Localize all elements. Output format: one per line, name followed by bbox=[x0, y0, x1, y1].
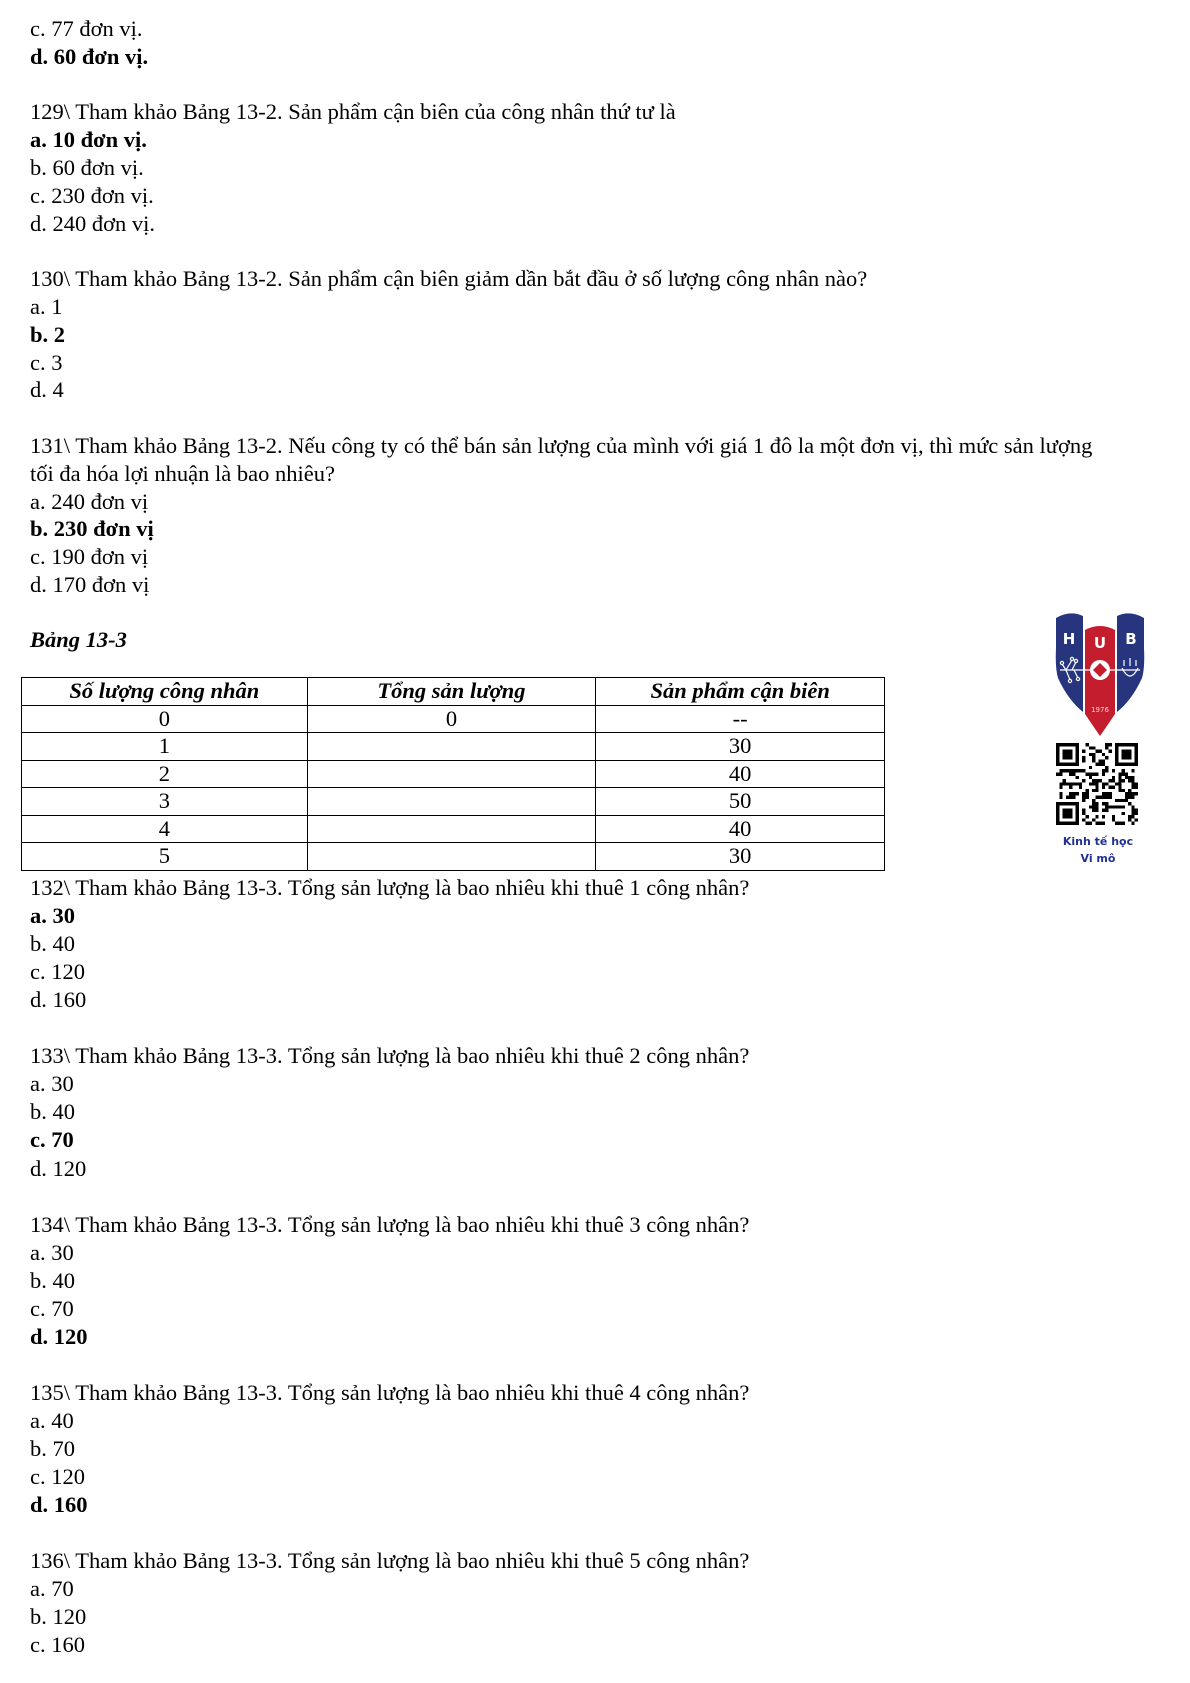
answer-option: a. 70 bbox=[30, 1576, 74, 1602]
cell-total-output: 0 bbox=[307, 705, 596, 733]
answer-option: a. 30 bbox=[30, 1071, 74, 1097]
answer-option: b. 2 bbox=[30, 321, 66, 347]
cell-workers: 0 bbox=[22, 705, 308, 733]
answer-option: d. 120 bbox=[30, 1323, 88, 1349]
table-row bbox=[22, 788, 885, 816]
answer-option: b. 70 bbox=[30, 1436, 75, 1461]
cell-total-output bbox=[307, 843, 596, 871]
cell-workers: 1 bbox=[22, 733, 308, 761]
question-text: 134\ Tham khảo Bảng 13-3. Tổng sản lượng là bao nhiêu khi thuê 3 công nhân? bbox=[30, 1211, 750, 1237]
question-text: 136\ Tham khảo Bảng 13-3. Tổng sản lượng là bao nhiêu khi thuê 5 công nhân? bbox=[30, 1548, 750, 1574]
qr-code-icon[interactable] bbox=[1056, 743, 1138, 825]
answer-option: c. 3 bbox=[30, 349, 63, 375]
question-text: 132\ Tham khảo Bảng 13-3. Tổng sản lượng là bao nhiêu khi thuê 1 công nhân? bbox=[30, 875, 750, 900]
answer-option: d. 60 đơn vị. bbox=[30, 43, 149, 69]
answer-option: a. 30 bbox=[30, 903, 75, 929]
logo-letter-b: B bbox=[1125, 630, 1137, 648]
cell-total-output bbox=[307, 733, 596, 761]
answer-option: d. 170 đơn vị bbox=[30, 572, 150, 597]
header-workers: Số lượng công nhân bbox=[22, 678, 308, 706]
cell-workers: 3 bbox=[22, 788, 308, 816]
answer-option: b. 40 bbox=[30, 1099, 75, 1125]
cell-workers: 4 bbox=[22, 815, 308, 843]
hub-shield-icon bbox=[1052, 608, 1148, 740]
question-text: 133\ Tham khảo Bảng 13-3. Tổng sản lượng là bao nhiêu khi thuê 2 công nhân? bbox=[30, 1043, 750, 1069]
answer-option: a. 10 đơn vị. bbox=[30, 127, 147, 153]
table-title: Bảng 13-3 bbox=[30, 627, 127, 652]
question-text: 129\ Tham khảo Bảng 13-2. Sản phẩm cận biên của công nhân thứ tư là bbox=[30, 99, 676, 125]
answer-option: c. 120 bbox=[30, 1464, 85, 1490]
answer-option: d. 160 bbox=[30, 1492, 88, 1518]
cell-total-output bbox=[307, 760, 596, 788]
answer-option: c. 77 đơn vị. bbox=[30, 16, 143, 41]
question-text: 135\ Tham khảo Bảng 13-3. Tổng sản lượng là bao nhiêu khi thuê 4 công nhân? bbox=[30, 1379, 750, 1405]
answer-option: b. 60 đơn vị. bbox=[30, 155, 144, 180]
answer-option: a. 40 bbox=[30, 1407, 74, 1433]
cell-total-output bbox=[307, 788, 596, 816]
question-text: tối đa hóa lợi nhuận là bao nhiêu? bbox=[30, 460, 335, 486]
answer-option: a. 240 đơn vị bbox=[30, 488, 149, 514]
answer-option: a. 1 bbox=[30, 294, 63, 319]
logo-letter-u: U bbox=[1093, 634, 1107, 652]
answer-option: c. 70 bbox=[30, 1127, 74, 1153]
cell-marginal-product: -- bbox=[596, 705, 885, 733]
table-row bbox=[22, 733, 885, 761]
cell-marginal-product: 50 bbox=[596, 788, 885, 816]
logo-letter-h: H bbox=[1062, 630, 1076, 648]
cell-marginal-product: 40 bbox=[596, 760, 885, 788]
answer-option: c. 190 đơn vị bbox=[30, 544, 149, 570]
answer-option: c. 230 đơn vị. bbox=[30, 182, 154, 208]
cell-marginal-product: 30 bbox=[596, 733, 885, 761]
table-row bbox=[22, 760, 885, 788]
table-row bbox=[22, 815, 885, 843]
table-header-row bbox=[22, 678, 885, 706]
answer-option: b. 230 đơn vị bbox=[30, 516, 154, 542]
answer-option: d. 4 bbox=[30, 377, 64, 403]
answer-option: d. 160 bbox=[30, 987, 87, 1013]
answer-option: d. 240 đơn vị. bbox=[30, 210, 156, 236]
answer-option: b. 40 bbox=[30, 931, 75, 957]
cell-workers: 5 bbox=[22, 843, 308, 871]
header-marginal-product: Sản phẩm cận biên bbox=[596, 678, 885, 706]
hub-logo bbox=[1052, 608, 1148, 745]
table-row bbox=[22, 843, 885, 871]
logo-year: 1976 bbox=[1091, 706, 1109, 714]
header-total-output: Tổng sản lượng bbox=[307, 678, 596, 706]
answer-option: d. 120 bbox=[30, 1155, 87, 1181]
answer-option: c. 70 bbox=[30, 1295, 74, 1321]
question-text: 130\ Tham khảo Bảng 13-2. Sản phẩm cận biên giảm dần bắt đầu ở số lượng công nhân nào? bbox=[30, 266, 868, 292]
answer-option: c. 120 bbox=[30, 959, 85, 985]
cell-workers: 2 bbox=[22, 760, 308, 788]
logo-caption-line-2: Vi mô bbox=[1080, 852, 1116, 865]
cell-marginal-product: 30 bbox=[596, 843, 885, 871]
answer-option: a. 30 bbox=[30, 1239, 74, 1265]
table-13-3 bbox=[21, 677, 885, 871]
answer-option: b. 120 bbox=[30, 1604, 87, 1630]
answer-option: c. 160 bbox=[30, 1632, 85, 1658]
table-row bbox=[22, 705, 885, 733]
cell-marginal-product: 40 bbox=[596, 815, 885, 843]
question-text: 131\ Tham khảo Bảng 13-2. Nếu công ty có thể bán sản lượng của mình với giá 1 đô la một đơn vị, thì mức sản lượng bbox=[30, 433, 1093, 458]
cell-total-output bbox=[307, 815, 596, 843]
logo-caption-line-1: Kinh tế học bbox=[1062, 835, 1134, 848]
answer-option: b. 40 bbox=[30, 1267, 75, 1293]
